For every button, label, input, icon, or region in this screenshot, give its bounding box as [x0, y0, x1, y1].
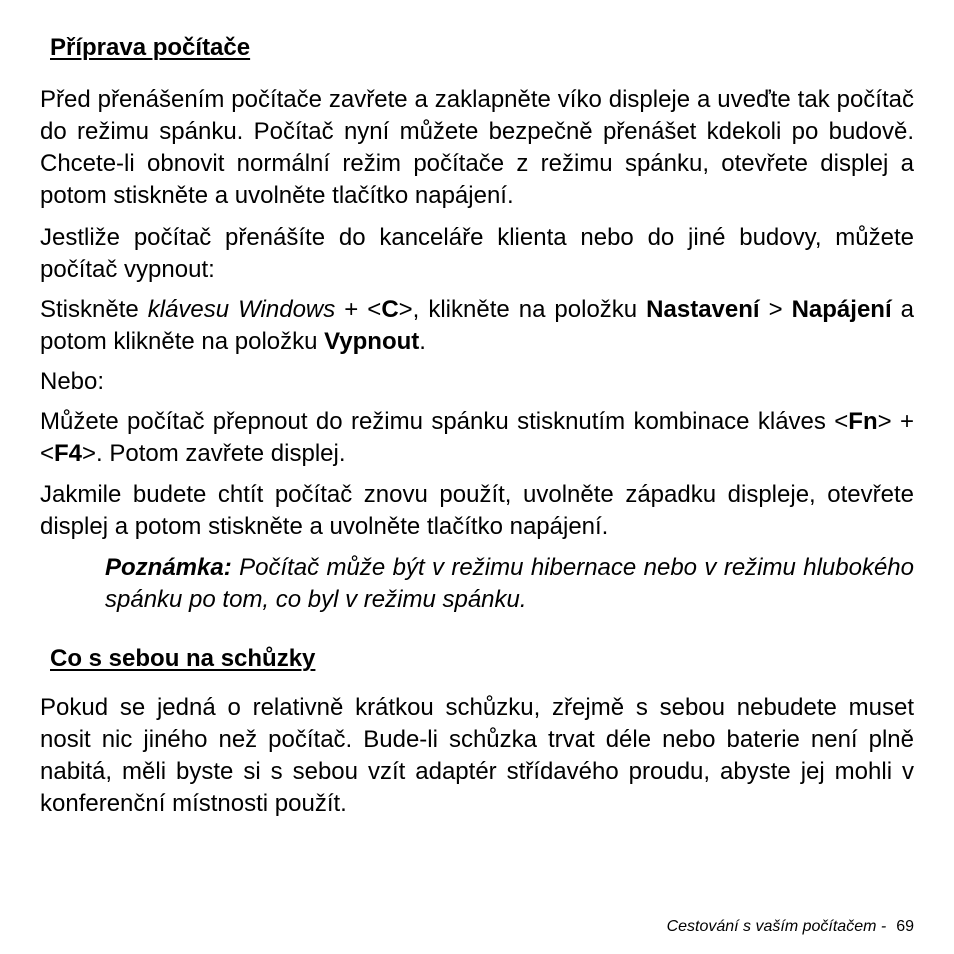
c-key-text: C [381, 296, 399, 323]
paragraph-meetings: Pokud se jedná o relativně krátkou schůzku, zřejmě s sebou nebudete muset nosit nic jiného než počítač. Bude-li schůzka trvat déle nebo baterie není plně nabitá, měli byste si s sebou vzít adaptér střídavého proudu, abyste jej mohli v konferenční místnosti použít. [40, 694, 914, 817]
section-heading-priprava: Příprava počítače [50, 34, 251, 61]
paragraph-or: Nebo: [40, 368, 105, 395]
paragraph-shutdown-steps: Stiskněte klávesu Windows + <C>, klikněte na položku Nastavení > Napájení a potom klikněte na položku Vypnout. [40, 296, 914, 355]
windows-key-text: klávesu Windows [147, 296, 336, 323]
note-paragraph: Poznámka: Počítač může být v režimu hibernace nebo v režimu hlubokého spánku po tom, co byl v režimu spánku. [105, 554, 914, 613]
paragraph-sleep-shortcut: Můžete počítač přepnout do režimu spánku stisknutím kombinace kláves <Fn> + <F4>. Potom zavřete displej. [40, 408, 914, 467]
settings-text: Nastavení [646, 296, 760, 323]
power-text: Napájení [791, 296, 892, 323]
shutdown-text: Vypnout [324, 328, 420, 355]
page-footer [667, 918, 914, 936]
note-label: Poznámka: [105, 554, 232, 581]
fn-key-text: Fn [848, 408, 878, 435]
page-number: 69 [896, 918, 914, 935]
paragraph-closing-lid: Před přenášením počítače zavřete a zaklapněte víko displeje a uveďte tak počítač do režimu spánku. Počítač nyní můžete bezpečně přenášet kdekoli po budově. Chcete-li obnovit normální režim počítače z režimu spánku, otevřete displej a potom stiskněte a uvolněte tlačítko napájení. [40, 86, 914, 209]
paragraph-shutdown-intro: Jestliže počítač přenášíte do kanceláře klienta nebo do jiné budovy, můžete počítač vypnout: [40, 224, 914, 283]
footer-title: Cestování s vaším počítačem - [666, 918, 887, 935]
paragraph-resume: Jakmile budete chtít počítač znovu použít, uvolněte západku displeje, otevřete displej a potom stiskněte a uvolněte tlačítko napájení. [40, 481, 914, 540]
section-heading-schuzky: Co s sebou na schůzky [50, 645, 316, 672]
f4-key-text: F4 [54, 440, 83, 467]
